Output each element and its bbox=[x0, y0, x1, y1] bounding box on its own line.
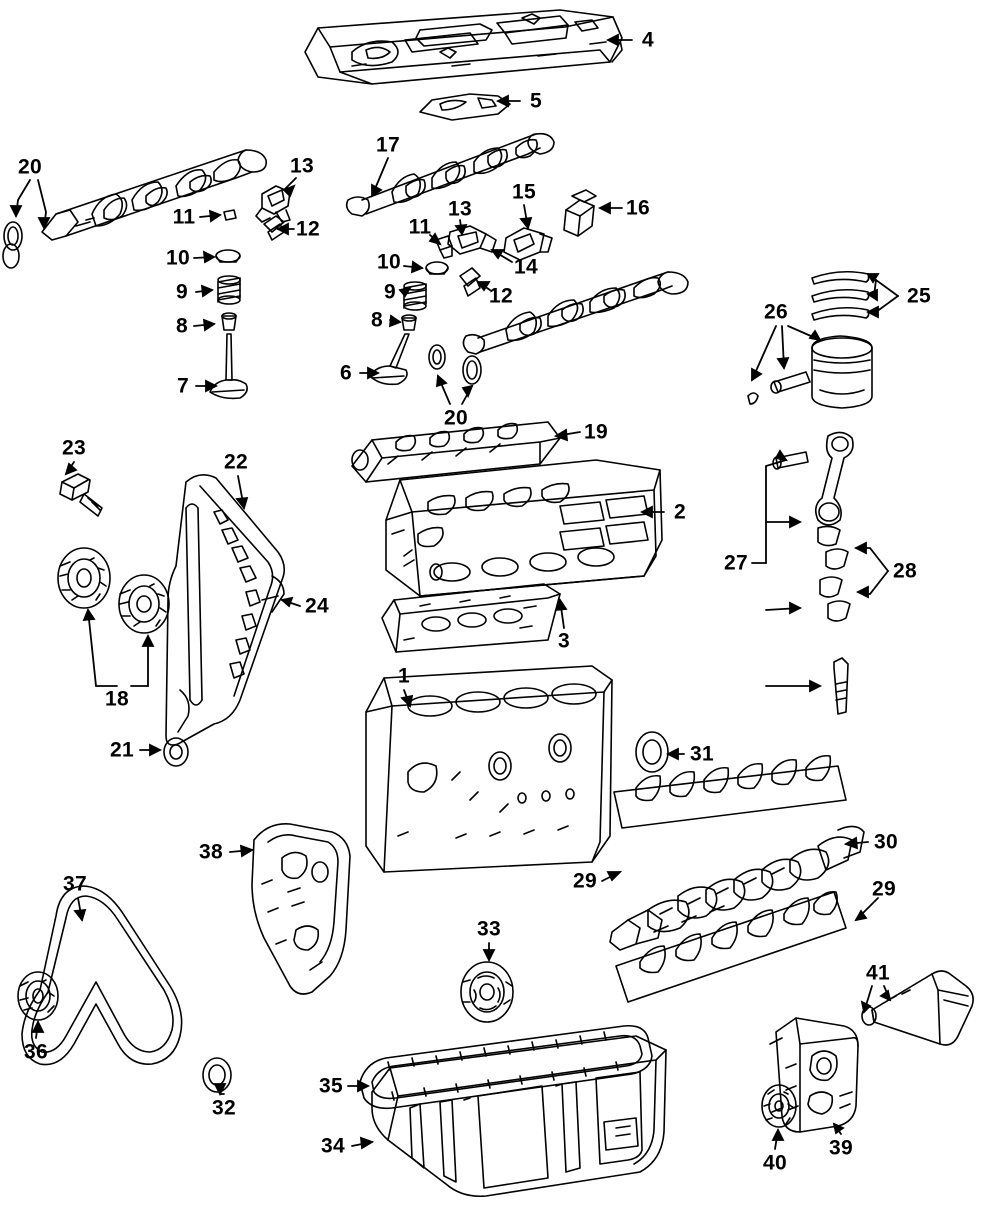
callout-hydraulic-lash-adjuster[interactable]: 16 bbox=[626, 196, 650, 220]
callout-oil-pump-drive-shaft[interactable]: 41 bbox=[866, 961, 890, 985]
callout-oil-pump[interactable]: 39 bbox=[829, 1136, 853, 1160]
callout-camshaft-seal-right[interactable]: 20 bbox=[444, 406, 468, 430]
oil-pump-art bbox=[770, 1018, 858, 1132]
callout-crankshaft-rear-seal[interactable]: 31 bbox=[690, 742, 714, 766]
callout-camshaft-bearing-cap-rail[interactable]: 19 bbox=[584, 420, 608, 444]
callout-camshaft-seal-left[interactable]: 20 bbox=[18, 155, 42, 179]
callout-tensioner-bolt[interactable]: 23 bbox=[62, 436, 86, 460]
oil-pump-sprocket-art bbox=[762, 1085, 796, 1127]
cover-gasket-art bbox=[420, 94, 510, 120]
crankshaft-pulley-art bbox=[461, 962, 513, 1022]
callout-oil-pan-gasket[interactable]: 35 bbox=[319, 1074, 343, 1098]
cylinder-head-art bbox=[386, 460, 662, 596]
callout-connecting-rod-bearings[interactable]: 28 bbox=[893, 559, 917, 583]
callout-timing-chain-guide[interactable]: 22 bbox=[224, 450, 248, 474]
valve-spring-left-art bbox=[218, 276, 240, 304]
callout-valve-bridge[interactable]: 15 bbox=[512, 180, 536, 204]
callout-rocker-arm-upper[interactable]: 13 bbox=[290, 154, 314, 178]
callout-valve-spring-left[interactable]: 9 bbox=[176, 280, 188, 304]
rocker-arm-center-art bbox=[448, 226, 496, 254]
callout-crankshaft-pulley[interactable]: 33 bbox=[477, 917, 501, 941]
callout-piston-ring-set[interactable]: 25 bbox=[907, 284, 931, 308]
valve-retainer-left-art bbox=[216, 250, 240, 262]
callout-exhaust-camshaft[interactable]: 17 bbox=[376, 133, 400, 157]
accessory-belt-art bbox=[22, 886, 182, 1065]
camshaft-sprockets-art bbox=[58, 548, 169, 633]
callout-accessory-drive-belt[interactable]: 37 bbox=[63, 872, 87, 896]
callout-rocker-arm-center[interactable]: 13 bbox=[448, 197, 472, 221]
exhaust-valve-art bbox=[370, 334, 409, 384]
piston-ring-set-art bbox=[812, 272, 869, 320]
callout-crankshaft[interactable]: 30 bbox=[874, 830, 898, 854]
callout-crankshaft-front-seal[interactable]: 21 bbox=[110, 738, 134, 762]
camshaft-seal-right-art bbox=[429, 345, 481, 384]
valve-retainer-center-art bbox=[426, 262, 448, 274]
callout-main-bearing-set-upper[interactable]: 29 bbox=[573, 869, 597, 893]
callout-oil-filler-cap-gasket[interactable]: 5 bbox=[530, 89, 542, 113]
valve-stem-seal-left-art bbox=[222, 313, 236, 330]
callout-camshaft-sprocket[interactable]: 18 bbox=[105, 687, 129, 711]
callout-chain-tensioner-rail[interactable]: 24 bbox=[305, 594, 329, 618]
callout-piston-assembly[interactable]: 26 bbox=[764, 300, 788, 324]
callout-intake-valve[interactable]: 7 bbox=[177, 374, 189, 398]
callout-engine-block[interactable]: 1 bbox=[398, 664, 410, 688]
callout-valve-stem-seal-left[interactable]: 8 bbox=[176, 314, 188, 338]
callout-main-bearing-set-lower[interactable]: 29 bbox=[872, 877, 896, 901]
crankshaft-rear-seal-art bbox=[636, 732, 668, 772]
engine-block-art bbox=[366, 666, 612, 872]
callout-rocker-shaft-clip[interactable]: 14 bbox=[514, 255, 538, 279]
valve-spring-center-art bbox=[404, 282, 426, 310]
callout-valve-stem-seal-center[interactable]: 8 bbox=[371, 308, 383, 332]
tensioner-bolt-art bbox=[60, 474, 102, 516]
callout-cylinder-head-cover[interactable]: 4 bbox=[642, 28, 654, 52]
cam-bearing-cap-rail-art bbox=[352, 422, 560, 482]
timing-chain-guides-art bbox=[164, 475, 284, 766]
callout-valve-spring-retainer-left[interactable]: 10 bbox=[166, 246, 190, 270]
callout-connecting-rod[interactable]: 27 bbox=[724, 551, 748, 575]
lash-adjuster-art bbox=[564, 190, 596, 236]
intake-camshaft-art bbox=[42, 150, 266, 240]
oil-pan-art bbox=[372, 1036, 666, 1196]
callout-valve-keeper-upper[interactable]: 11 bbox=[172, 205, 196, 229]
valve-keeper-upper-art bbox=[224, 210, 236, 220]
tensioner-pulley-art bbox=[18, 972, 58, 1020]
intake-valve-art bbox=[210, 334, 247, 398]
cylinder-head-cover-art bbox=[305, 10, 622, 84]
callout-valve-guide-center[interactable]: 12 bbox=[489, 284, 513, 308]
head-gasket-art bbox=[382, 584, 560, 652]
callout-oil-pump-sprocket[interactable]: 40 bbox=[763, 1151, 787, 1175]
callout-oil-pan[interactable]: 34 bbox=[321, 1134, 345, 1158]
callout-timing-chain-cover[interactable]: 38 bbox=[199, 840, 223, 864]
callout-head-gasket[interactable]: 3 bbox=[558, 629, 570, 653]
callout-exhaust-valve[interactable]: 6 bbox=[340, 361, 352, 385]
callout-valve-keeper-center[interactable]: 11 bbox=[408, 215, 432, 239]
callout-valve-spring-retainer-center[interactable]: 10 bbox=[377, 250, 401, 274]
connecting-rod-art bbox=[773, 432, 853, 714]
callout-valve-spring-center[interactable]: 9 bbox=[384, 280, 396, 304]
callout-valve-guide-upper[interactable]: 12 bbox=[296, 217, 320, 241]
main-bearing-upper-art bbox=[614, 756, 846, 828]
callout-crankshaft-seal-ring[interactable]: 32 bbox=[212, 1096, 236, 1120]
timing-cover-art bbox=[252, 824, 350, 994]
callout-cylinder-head[interactable]: 2 bbox=[674, 500, 686, 524]
valve-stem-seal-center-art bbox=[402, 315, 416, 330]
camshaft-seal-left-art bbox=[3, 222, 22, 268]
callout-tensioner-pulley[interactable]: 36 bbox=[24, 1040, 48, 1064]
